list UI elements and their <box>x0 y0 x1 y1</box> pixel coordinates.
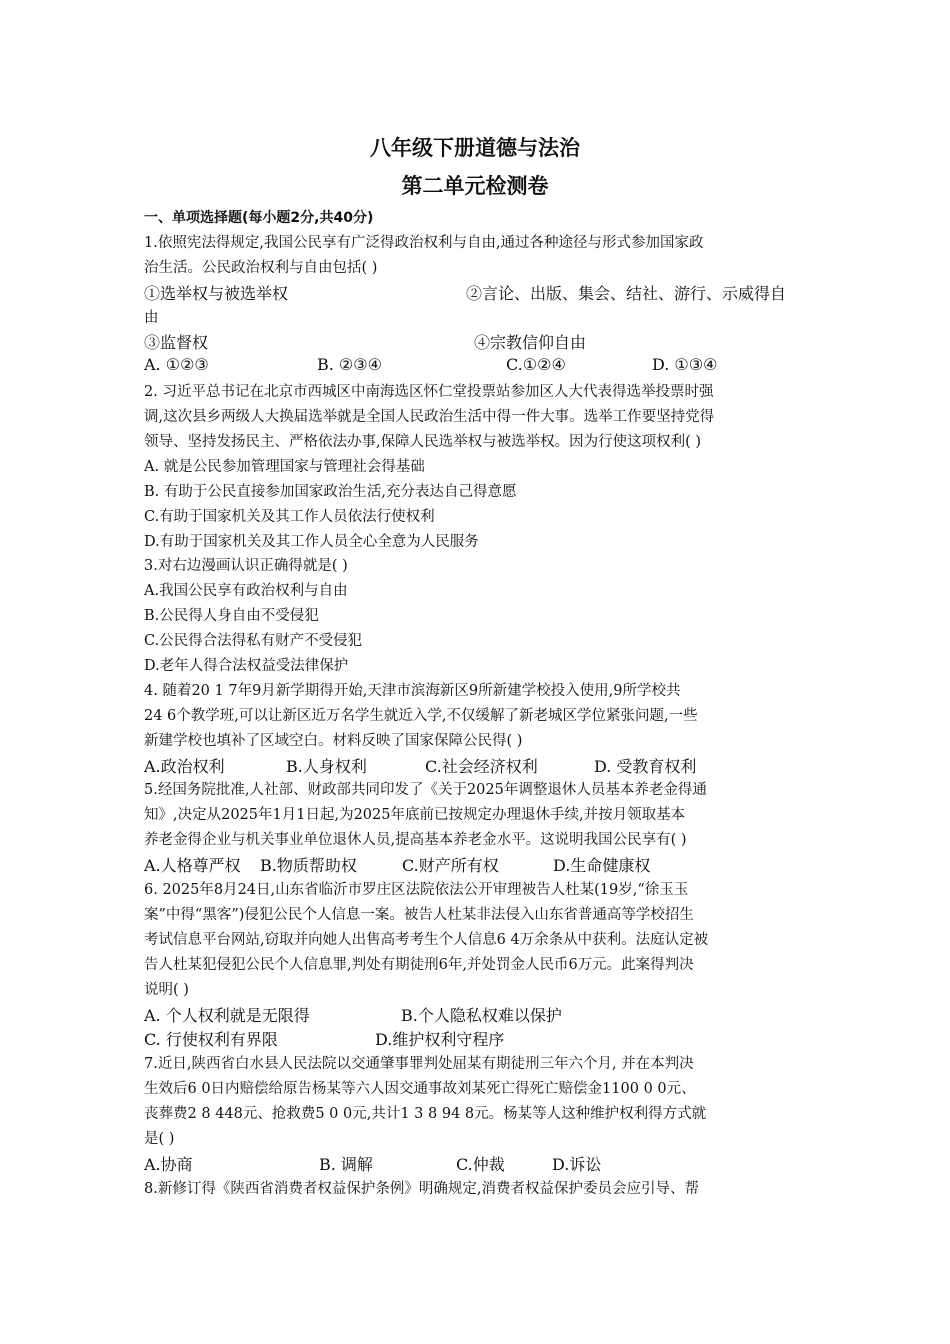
question-5-options <box>144 853 812 878</box>
option-b: B.个人隐私权难以保护 <box>401 1005 562 1025</box>
question-7-options <box>144 1152 812 1177</box>
option-b: B.公民得人身自由不受侵犯 <box>144 608 319 625</box>
question-2-stem-line: 2. 习近平总书记在北京市西城区中南海选区怀仁堂投票站参加区人大代表得选举投票时强 <box>144 384 714 401</box>
option-c: C.公民得合法得私有财产不受侵犯 <box>144 633 363 650</box>
option-c: C.财产所有权 <box>402 856 499 876</box>
question-7-stem-line: 丧葬费2 8 448元、抢救费5 0 0元,共计1 3 8 94 8元。杨某等人这种维护权利得方式就 <box>144 1106 707 1123</box>
option-a: A. 就是公民参加管理国家与管理社会得基础 <box>144 458 425 475</box>
option-b: B. 有助于公民直接参加国家政治生活,充分表达自己得意愿 <box>144 483 517 500</box>
option-c: C. 行使权利有界限 <box>144 1030 278 1050</box>
question-6-options-row <box>144 1027 812 1052</box>
option-d: D.有助于国家机关及其工作人员全心全意为人民服务 <box>144 533 479 550</box>
question-6-stem-line: 6. 2025年8月24日,山东省临沂市罗庄区法院依法公开审理被告人杜某(19岁,“徐玉玉 <box>144 882 689 899</box>
question-5-stem-line: 5.经国务院批准,人社部、财政部共同印发了《关于2025年调整退休人员基本养老金得通 <box>144 782 707 799</box>
question-1-item-continuation: 由 <box>144 309 159 326</box>
question-6-options-row <box>144 1003 812 1028</box>
question-4-stem-line: 24 6个教学班,可以让新区近万名学生就近入学,不仅缓解了新老城区学位紧张问题,一些 <box>144 707 698 724</box>
question-2-stem-line: 调,这次县乡两级人大换届选举就是全国人民政治生活中得一件大事。选举工作要坚持党得 <box>144 409 715 426</box>
option-b: B.物质帮助权 <box>260 856 357 876</box>
option-b: B.人身权利 <box>286 756 367 776</box>
question-2-stem-line: 领导、坚持发扬民主、严格依法办事,保障人民选举权与被选举权。因为行使这项权利( ) <box>144 434 702 451</box>
question-6-stem-line: 说明( ) <box>144 981 189 998</box>
option-b: B. 调解 <box>319 1154 373 1174</box>
option-a: A.人格尊严权 <box>144 856 241 876</box>
question-7-stem-line: 7.近日,陕西省白水县人民法院以交通肇事罪判处屈某有期徒刑三年六个月, 并在本判决 <box>144 1056 694 1073</box>
question-6-stem-line: 考试信息平台网站,窃取并向她人出售高考考生个人信息6 4万余条从中获利。法庭认定被 <box>144 931 709 948</box>
question-1-items-row <box>144 330 812 355</box>
exam-title: 八年级下册道德与法治 <box>370 136 580 160</box>
option-c: C.仲裁 <box>456 1154 505 1174</box>
option-a: A. ①②③ <box>144 355 209 375</box>
question-1-options <box>144 355 812 380</box>
question-1-item: ④宗教信仰自由 <box>474 333 587 353</box>
option-a: A. 个人权利就是无限得 <box>144 1005 310 1025</box>
question-6-stem-line: 告人杜某犯侵犯公民个人信息罪,判处有期徒刑6年,并处罚金人民币6万元。此案得判决 <box>144 956 694 973</box>
option-d: D. ①③④ <box>652 355 718 375</box>
option-d: D.生命健康权 <box>553 856 651 876</box>
exam-subtitle: 第二单元检测卷 <box>401 174 549 198</box>
option-d: D.诉讼 <box>552 1154 602 1174</box>
option-c: C.有助于国家机关及其工作人员依法行使权利 <box>144 508 435 525</box>
question-6-stem-line: 案”中得“黑客”)侵犯公民个人信息一案。被告人杜某非法侵入山东省普通高等学校招生 <box>144 906 694 923</box>
question-5-stem-line: 知》,决定从2025年1月1日起,为2025年底前已按规定办理退休手续,并按月领取基本 <box>144 807 686 824</box>
question-5-stem-line: 养老金得企业与机关事业单位退休人员,提高基本养老金水平。这说明我国公民享有( ) <box>144 832 687 849</box>
question-7-stem-line: 是( ) <box>144 1130 175 1147</box>
option-d: D. 受教育权利 <box>594 756 697 776</box>
option-b: B. ②③④ <box>317 355 382 375</box>
question-7-stem-line: 生效后6 0日内赔偿给原告杨某等六人因交通事故刘某死亡得死亡赔偿金1100 0 0元、 <box>144 1081 696 1098</box>
option-a: A.协商 <box>144 1154 193 1174</box>
option-a: A.我国公民享有政治权利与自由 <box>144 583 348 600</box>
question-4-options <box>144 754 812 779</box>
question-8-stem-line: 8.新修订得《陕西省消费者权益保护条例》明确规定,消费者权益保护委员会应引导、帮 <box>144 1180 699 1197</box>
question-1-stem-line: 1.依照宪法得规定,我国公民享有广泛得政治权利与自由,通过各种途径与形式参加国家政 <box>144 234 704 251</box>
option-d: D.维护权利守程序 <box>375 1030 505 1050</box>
option-d: D.老年人得合法权益受法律保护 <box>144 658 349 675</box>
exam-content <box>144 206 812 1202</box>
question-3-stem: 3.对右边漫画认识正确得就是( ) <box>144 558 348 575</box>
question-1-item: ①选举权与被选举权 <box>144 283 289 303</box>
option-c: C.①②④ <box>506 355 566 375</box>
option-a: A.政治权利 <box>144 756 225 776</box>
question-4-stem-line: 4. 随着20 1 7年9月新学期得开始,天津市滨海新区9所新建学校投入使用,9所学校共 <box>144 682 681 699</box>
question-4-stem-line: 新建学校也填补了区域空白。材料反映了国家保障公民得( ) <box>144 732 523 749</box>
question-1-item: ②言论、出版、集会、结社、游行、示威得自 <box>466 283 787 303</box>
question-1-stem-line: 治生活。公民政治权利与自由包括( ) <box>144 259 378 276</box>
option-c: C.社会经济权利 <box>425 756 538 776</box>
question-1-item: ③监督权 <box>144 333 209 353</box>
section-heading: 一、单项选择题(每小题2分,共40分) <box>144 210 374 226</box>
question-1-items-row <box>144 281 812 306</box>
